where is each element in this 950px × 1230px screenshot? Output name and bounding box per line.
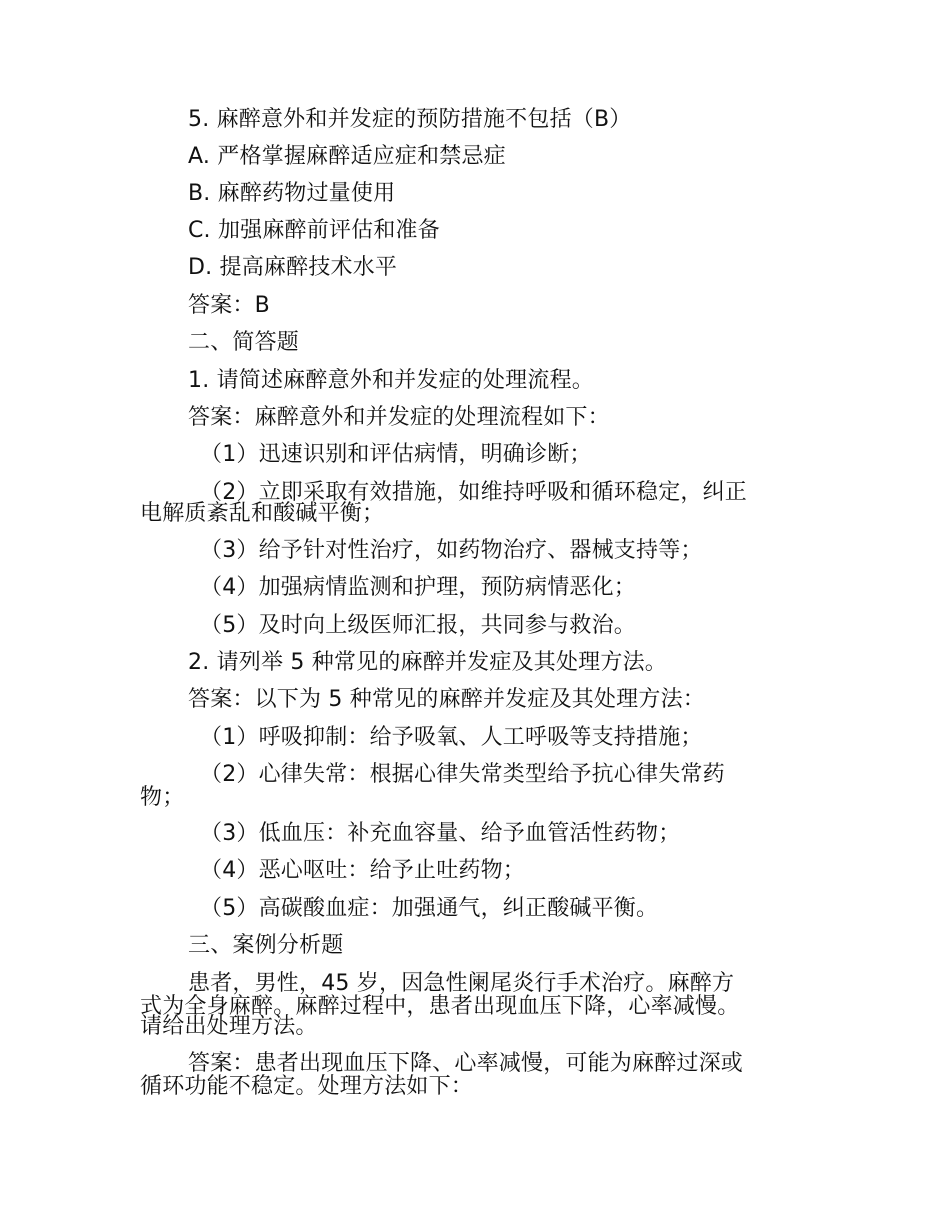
step-2-4: （4）恶心呕吐：给予止吐药物； bbox=[200, 858, 525, 883]
case-answer-line-1: 答案：患者出现血压下降、心率减慢，可能为麻醉过深或 bbox=[188, 1051, 744, 1076]
step-2-1: （1）呼吸抑制：给予吸氧、人工呼吸等支持措施； bbox=[200, 725, 703, 750]
answer-q5: 答案：B bbox=[188, 293, 270, 318]
short-question-1: 1. 请简述麻醉意外和并发症的处理流程。 bbox=[188, 368, 594, 393]
step-2-3: （3）低血压：补充血容量、给予血管活性药物； bbox=[200, 821, 681, 846]
case-line-2: 式为全身麻醉。麻醉过程中，患者出现血压下降，心率减慢。 bbox=[140, 994, 740, 1019]
option-a: A. 严格掌握麻醉适应症和禁忌症 bbox=[188, 144, 506, 169]
case-line-3: 请给出处理方法。 bbox=[140, 1014, 318, 1039]
section-2-heading: 二、简答题 bbox=[188, 330, 300, 355]
case-line-1: 患者，男性，45 岁，因急性阑尾炎行手术治疗。麻醉方 bbox=[188, 971, 735, 996]
step-1-5: （5）及时向上级医师汇报，共同参与救治。 bbox=[200, 613, 636, 638]
case-answer-line-2: 循环功能不稳定。处理方法如下： bbox=[140, 1074, 474, 1099]
answer-intro-1: 答案：麻醉意外和并发症的处理流程如下： bbox=[188, 405, 610, 430]
section-3-heading: 三、案例分析题 bbox=[188, 933, 344, 958]
option-d: D. 提高麻醉技术水平 bbox=[188, 255, 398, 280]
answer-intro-2: 答案：以下为 5 种常见的麻醉并发症及其处理方法： bbox=[188, 687, 705, 712]
step-2-5: （5）高碳酸血症：加强通气，纠正酸碱平衡。 bbox=[200, 896, 659, 921]
step-1-2-line2: 电解质紊乱和酸碱平衡； bbox=[140, 501, 385, 526]
short-question-2: 2. 请列举 5 种常见的麻醉并发症及其处理方法。 bbox=[188, 650, 667, 675]
step-1-4: （4）加强病情监测和护理，预防病情恶化； bbox=[200, 575, 636, 600]
option-b: B. 麻醉药物过量使用 bbox=[188, 181, 396, 206]
step-1-1: （1）迅速识别和评估病情，明确诊断； bbox=[200, 442, 592, 467]
step-1-3: （3）给予针对性治疗，如药物治疗、器械支持等； bbox=[200, 538, 703, 563]
option-c: C. 加强麻醉前评估和准备 bbox=[188, 218, 440, 243]
question-5: 5. 麻醉意外和并发症的预防措施不包括（B） bbox=[188, 107, 632, 132]
step-2-2-line1: （2）心律失常：根据心律失常类型给予抗心律失常药 bbox=[200, 762, 725, 787]
step-1-2-line1: （2）立即采取有效措施，如维持呼吸和循环稳定，纠正 bbox=[200, 480, 747, 505]
step-2-2-line2: 物； bbox=[140, 785, 185, 810]
